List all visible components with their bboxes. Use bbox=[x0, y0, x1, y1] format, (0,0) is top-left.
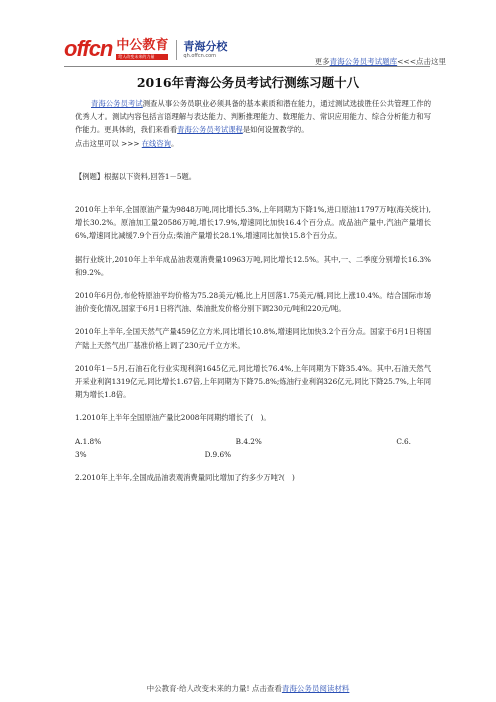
question-2: 2.2010年上半年,全国成品油表观消费量同比增加了约多少万吨?( ) bbox=[75, 473, 295, 483]
intro-text-2: 是如何设置教学的。 bbox=[242, 125, 309, 135]
paragraph-5: 2010年1－5月,石油石化行业实现利润1645亿元,同比增长76.4%,上年同期为下降35.4%。其中,石油天然气开采业利润1319亿元,同比增长1.67倍,上年同期为下降75.8%;炼油行业利润326亿元,同比下降25.7%,上年同期为增长1.8倍。 bbox=[75, 363, 431, 400]
intro-paragraph bbox=[75, 97, 431, 137]
option-d: D.9.6% bbox=[204, 449, 232, 459]
options-row-2 bbox=[75, 448, 431, 461]
paragraph-4: 2010年上半年,全国天然气产量459亿立方米,同比增长10.8%,增速同比加快3.2个百分点。国家于6月1日将国产陆上天然气出厂基准价格上调了230元/千立方米。 bbox=[75, 327, 431, 350]
footer-text: 中公教育·给人改变未来的力量! 点击查看 bbox=[146, 684, 282, 693]
option-b: B.4.2% bbox=[235, 436, 262, 446]
course-link[interactable]: 青海公务员考试课程 bbox=[177, 125, 243, 135]
intro-text-1: 测查从事公务员职业必须具备的基本素质和潜在能力，通过测试选拔胜任公共管理工作的优秀人才。测试内容包括言语理解与表达能力、判断推理能力、数理能力、常识应用能力、综合分析能力和写作能力。更具体的，我们来看看 bbox=[75, 99, 432, 135]
page-title: 2016年青海公务员考试行测练习题十八 bbox=[136, 75, 360, 90]
intro-link[interactable]: 青海公务员考试 bbox=[91, 99, 143, 108]
question-1: 1.2010年上半年全国原油产量比2008年同期约增长了( )。 bbox=[75, 413, 271, 423]
offcn-wordmark: offcn bbox=[64, 36, 113, 61]
question-bank-link[interactable]: 青海公务员考试题库 bbox=[329, 57, 398, 66]
page-footer bbox=[0, 683, 496, 694]
footer-reading-link[interactable]: 青海公务员阅读材料 bbox=[281, 684, 350, 693]
paragraph-3: 2010年6月份,布伦特原油平均价格为75.28美元/桶,比上月回落1.75美元/桶,同比上涨10.4%。结合国际市场油价变化情况,国家于6月1日将汽油、柴油批发价格分别下调230元/吨和220元/吨。 bbox=[75, 291, 431, 314]
paragraph-1: 2010年上半年,全国原油产量为9848万吨,同比增长5.3%,上年同期为下降1%,进口原油11797万吨(海关统计),增长30.2%。原油加工量20586万吨,增长17.9%,增速同比加快16.4个百分点。成品油产量中,汽油产量增长6%,增速同比减缓7.9个百分点;柴油产量增长28.1%,增速同比加快15.8个百分点。 bbox=[75, 205, 431, 241]
click-suffix: 。 bbox=[170, 138, 179, 148]
online-consult-link[interactable]: 在线咨询 bbox=[141, 138, 171, 148]
branch-name: 青海分校 bbox=[183, 40, 228, 53]
brand-slogan: 给人改变未来的力量 bbox=[116, 54, 168, 60]
example-heading: 【例题】根据以下资料,回答1－5题。 bbox=[75, 171, 197, 181]
click-prefix: 点击这里可以 >>> bbox=[75, 138, 142, 148]
page-header bbox=[0, 0, 496, 66]
brand-name: 中公教育 bbox=[116, 38, 169, 53]
options-row-1 bbox=[75, 435, 431, 448]
branch-block bbox=[176, 40, 227, 60]
click-line bbox=[75, 137, 431, 150]
option-c-cont: 3% bbox=[75, 449, 87, 459]
option-c: C.6. bbox=[396, 436, 411, 446]
option-a: A.1.8% bbox=[75, 436, 102, 446]
offcn-logo[interactable] bbox=[64, 38, 227, 60]
top-link-suffix: <<<点击这里 bbox=[397, 57, 446, 66]
header-divider bbox=[64, 66, 430, 67]
paragraph-2: 据行业统计,2010年上半年成品油表观消费量10963万吨,同比增长12.5%。其中,一、二季度分别增长16.3%和9.2%。 bbox=[75, 254, 431, 277]
article-body bbox=[75, 97, 431, 484]
top-link-prefix: 更多 bbox=[314, 57, 330, 66]
branch-site: qh.offcn.com bbox=[183, 53, 217, 59]
brand-block bbox=[116, 39, 168, 60]
